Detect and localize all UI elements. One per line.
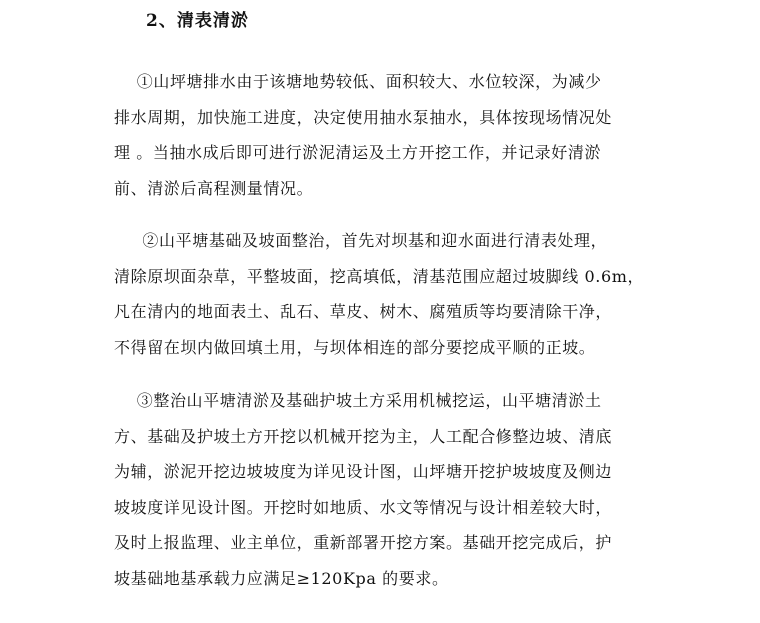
paragraph-line: 清除原坝面杂草，平整坡面，挖高填低，清基范围应超过坡脚线 0.6m， <box>114 266 645 286</box>
paragraph-line: ③整治山平塘清淤及基础护坡土方采用机械挖运，山平塘清淤土 <box>114 391 602 410</box>
paragraph-line: 理 。当抽水成后即可进行淤泥清运及土方开挖工作，并记录好清淤 <box>114 143 602 162</box>
section-heading: 2、清表清淤 <box>146 11 249 31</box>
paragraph-line: 前、清淤后高程测量情况。 <box>114 178 314 198</box>
paragraph-foundation-slope <box>114 223 645 365</box>
paragraph-line: ①山坪塘排水由于该塘地势较低、面积较大、水位较深，为减少 <box>114 72 602 91</box>
paragraph-line: 方、基础及护坡土方开挖以机械开挖为主，人工配合修整边坡、清底 <box>114 426 613 446</box>
paragraph-line: 坡坡度详见设计图。开挖时如地质、水文等情况与设计相差较大时， <box>114 497 613 517</box>
paragraph-excavation <box>114 383 640 596</box>
paragraph-line: 坡基础地基承载力应满足≥120Kpa 的要求。 <box>114 568 449 588</box>
paragraph-line: 为辅，淤泥开挖边坡坡度为详见设计图，山坪塘开挖护坡坡度及侧边 <box>114 462 613 481</box>
paragraph-line: 及时上报监理、业主单位，重新部署开挖方案。基础开挖完成后，护 <box>114 533 613 552</box>
paragraph-drainage <box>114 64 640 206</box>
paragraph-line: 凡在清内的地面表土、乱石、草皮、树木、腐殖质等均要清除干净， <box>114 302 613 321</box>
paragraph-line: 排水周期，加快施工进度，决定使用抽水泵抽水，具体按现场情况处 <box>114 107 613 127</box>
paragraph-line: 不得留在坝内做回填土用，与坝体相连的部分要挖成平顺的正坡。 <box>114 337 596 357</box>
paragraph-line: ②山平塘基础及坡面整治，首先对坝基和迎水面进行清表处理， <box>114 231 608 250</box>
